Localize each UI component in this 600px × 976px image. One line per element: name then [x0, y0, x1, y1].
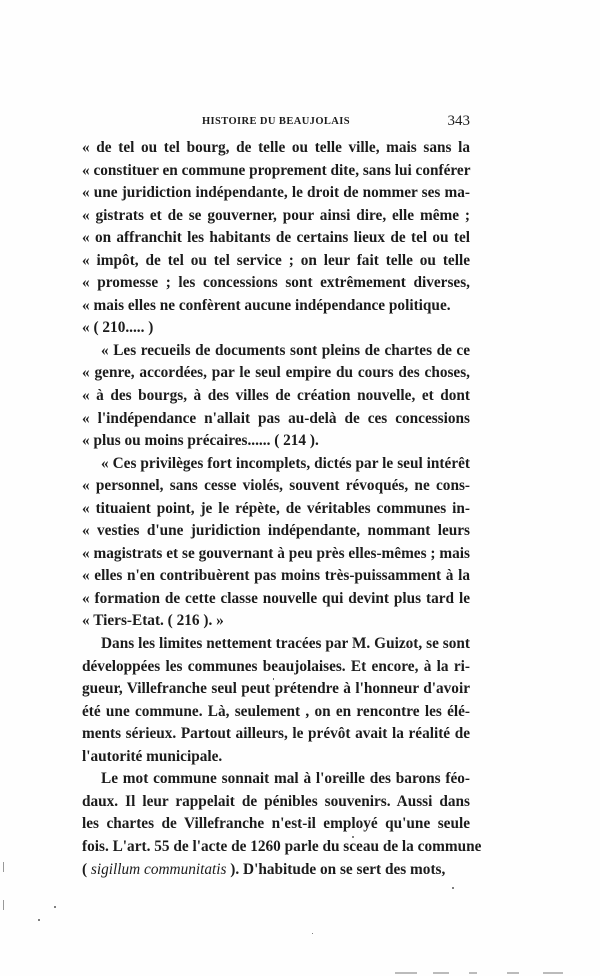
- text-line: « une juridiction indépendante, le droit de nommer ses ma-: [82, 184, 470, 202]
- text-line: fois. L'art. 55 de l'acte de 1260 parle du sceau de la commune: [82, 837, 482, 855]
- text-line: été une commune. Là, seulement , on en rencontre les élé-: [82, 702, 470, 720]
- text-line: « on affranchit les habitants de certains lieux de tel ou tel: [82, 229, 470, 247]
- text-line: « l'indépendance n'allait pas au-delà de ces concessions: [82, 409, 470, 427]
- text-line: [82, 859, 470, 882]
- text-line: « vesties d'une juridiction indépendante, nommant leurs: [82, 522, 470, 540]
- quote-paragraph-start: « Les recueils de documents sont pleins de chartes de ce: [101, 341, 470, 359]
- line-rest: ). D'habitude on se sert des mots,: [226, 860, 446, 878]
- text-line: ments sérieux. Partout ailleurs, le prévôt avait la réalité de: [82, 725, 470, 743]
- text-line: « constituer en commune proprement dite, sans lui conférer: [82, 161, 471, 179]
- running-head: [82, 113, 470, 131]
- paragraph-start: Le mot commune sonnait mal à l'oreille des barons féo-: [101, 770, 470, 788]
- text-line: « personnel, sans cesse violés, souvent révoqués, ne cons-: [82, 477, 470, 495]
- text-line: gueur, Villefranche seul peut prétendre à l'honneur d'avoir: [82, 680, 470, 698]
- body-text: [82, 137, 482, 881]
- text-line: développées les communes beaujolaises. Et encore, à la ri-: [82, 657, 470, 675]
- text-line: « magistrats et se gouvernant à peu près elles-mêmes ; mais: [82, 544, 470, 562]
- text-line: « formation de cette classe nouvelle qui devint plus tard le: [82, 589, 470, 607]
- margin-mark: [3, 862, 4, 872]
- text-line: « tituaient point, je le répète, de véritables communes in-: [82, 499, 470, 517]
- page-number: 343: [447, 113, 470, 129]
- text-line: « impôt, de tel ou tel service ; on leur fait telle ou telle: [82, 251, 470, 269]
- open-paren: (: [82, 860, 91, 878]
- latin-phrase: sigillum communitatis: [90, 860, 227, 878]
- text-line: « de tel ou tel bourg, de telle ou telle ville, mais sans la: [82, 139, 470, 156]
- paragraph-start: Dans les limites nettement tracées par M. Guizot, se sont: [101, 635, 470, 653]
- text-line: « à des bourgs, à des villes de création nouvelle, et dont: [82, 387, 470, 405]
- text-line: l'autorité municipale.: [82, 747, 223, 765]
- text-line: « Tiers-Etat. ( 216 ). »: [82, 612, 224, 630]
- bottom-scan-marks: [395, 972, 565, 974]
- text-line: « genre, accordées, par le seul empire du cours des choses,: [82, 364, 470, 382]
- text-line: « gistrats et de se gouverner, pour ainsi dire, elle même ;: [82, 206, 470, 224]
- text-line: « mais elles ne confèrent aucune indépendance politique.: [82, 296, 451, 314]
- quote-paragraph-start: « Ces privilèges fort incomplets, dictés par le seul intérêt: [101, 454, 470, 472]
- text-line: « plus ou moins précaires...... ( 214 ).: [82, 432, 319, 450]
- text-line: les chartes de Villefranche n'est-il employé qu'une seule: [82, 815, 470, 833]
- text-line: « elles n'en contribuèrent pas moins très-puissamment à la: [82, 567, 470, 585]
- text-line: « promesse ; les concessions sont extrêmement diverses,: [82, 274, 470, 292]
- citation-line: « ( 210..... ): [82, 319, 154, 337]
- running-title: HISTOIRE DU BEAUJOLAIS: [201, 116, 351, 127]
- margin-mark: [3, 900, 4, 910]
- text-line: daux. Il leur rappelait de pénibles souvenirs. Aussi dans: [82, 792, 470, 810]
